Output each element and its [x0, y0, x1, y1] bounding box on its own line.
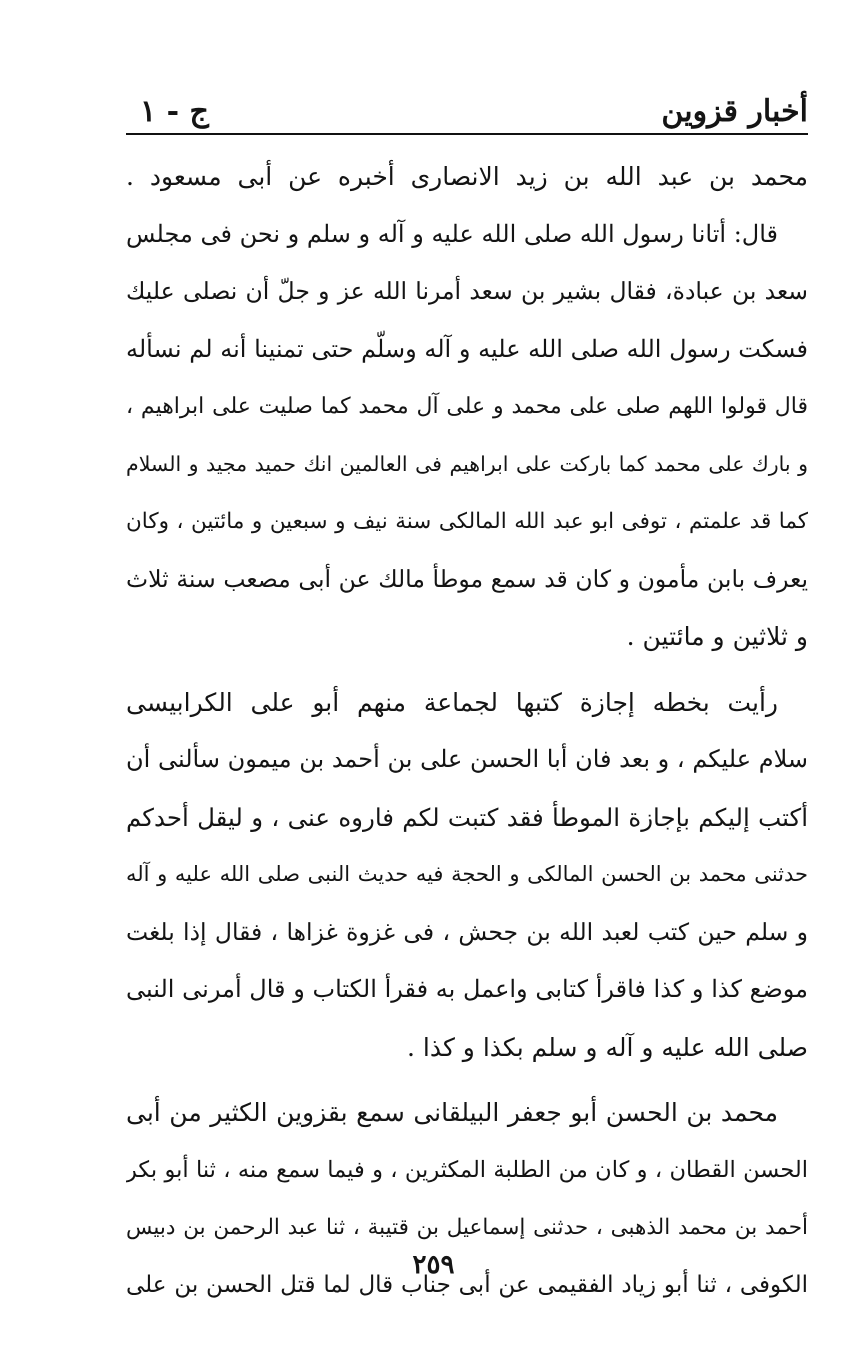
paragraph-gap [126, 1076, 808, 1084]
paragraph-gap [126, 666, 808, 674]
text-line: رأيت بخطه إجازة كتبها لجماعة منهم أبو علی الكرابيسى [126, 687, 778, 717]
text-line: أكتب إليكم بإجازة الموطأ فقد كتبت لكم فاروه عنى ، و ليقل أحدكم [126, 802, 808, 832]
text-line: حدثنى محمد بن الحسن المالكى و الحجة فيه حديث النبى صلى الله عليه و آله [126, 862, 808, 886]
text-line: صلى الله عليه و آله و سلم بكذا و كذا . [407, 1032, 808, 1062]
text-line: و سلم حين كتب لعبد الله بن جحش ، فى غزوة غزاها ، فقال إذا بلغت [126, 917, 808, 946]
text-line: سعد بن عبادة، فقال بشير بن سعد أمرنا الله عز و جلّ أن نصلى عليك [126, 277, 808, 305]
text-line: الكوفى ، ثنا أبو زياد الفقيمى عن أبى جناب قال لما قتل الحسن بن على [126, 1271, 808, 1298]
header-rule [126, 133, 808, 135]
text-line: و بارك على محمد كما باركت على ابراهيم فى العالمين انك حميد مجيد و السلام [126, 451, 808, 476]
text-line: قال قولوا اللهم صلى على محمد و على آل محمد كما صليت على ابراهيم ، [126, 394, 808, 419]
paragraph [126, 674, 808, 1077]
text-line: محمد بن الحسن أبو جعفر البيلقانى سمع بقزوين الكثير من أبى [126, 1098, 778, 1127]
text-line: موضع كذا و كذا فاقرأ كتابى واعمل به فقرأ الكتاب و قال أمرنى النبى [126, 975, 808, 1003]
text-line: أحمد بن محمد الذهبى ، حدثنى إسماعيل بن قتيبة ، ثنا عبد الرحمن بن دبيس [126, 1215, 808, 1240]
text-line: و ثلاثين و مائتين . [626, 622, 808, 651]
volume-number: ج - ١ [140, 94, 209, 129]
text-line: الحسن القطان ، و كان من الطلبة المكثرين ، و فيما سمع منه ، ثنا أبو بكر [126, 1156, 808, 1183]
text-line: كما قد علمتم ، توفى ابو عبد الله المالكى سنة نيف و سبعين و مائتين ، وكان [126, 509, 808, 534]
text-line: محمد بن عبد الله بن زيد الانصارى أخبره عن أبى مسعود . [126, 162, 808, 191]
page-number: ٢٥٩ [412, 1250, 455, 1280]
text-line: فسكت رسول الله صلى الله عليه و آله وسلّم حتى تمنينا أنه لم نسأله [126, 334, 808, 363]
book-title: أخبار قزوين [661, 94, 808, 129]
running-header [128, 92, 808, 136]
text-line: قال: أتانا رسول الله صلى الله عليه و آله و سلم و نحن فى مجلس [126, 219, 778, 248]
text-line: يعرف بابن مأمون و كان قد سمع موطأ مالك عن أبى مصعب سنة ثلاث [126, 564, 808, 593]
paragraph [126, 148, 808, 666]
text-line: سلام عليكم ، و بعد فان أبا الحسن على بن أحمد بن ميمون سألنى أن [126, 745, 808, 773]
page-body [126, 148, 808, 1314]
